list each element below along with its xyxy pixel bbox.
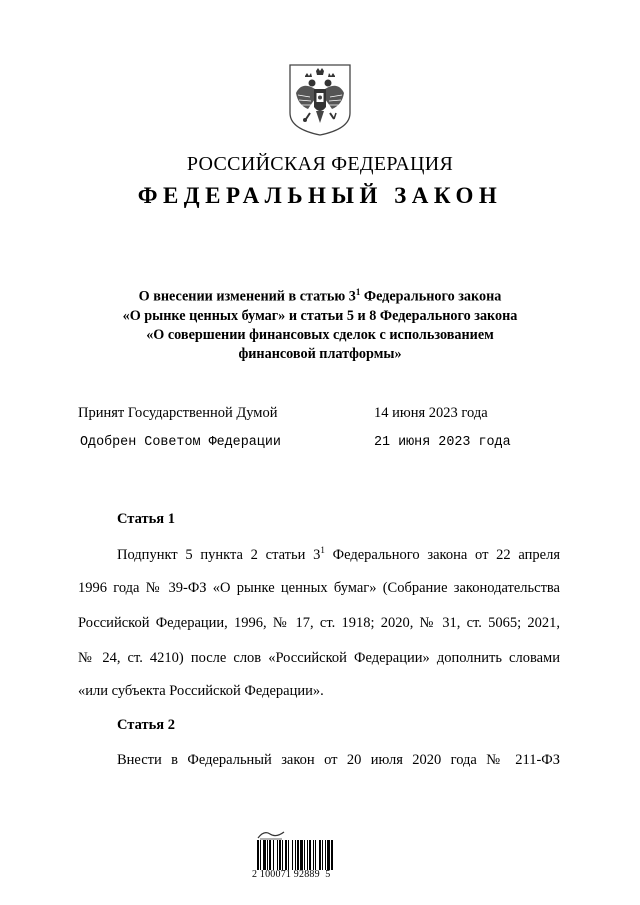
article-2-heading: Статья 2 xyxy=(117,717,175,733)
printer-logo-icon xyxy=(256,828,286,840)
article-1-line-3: Российской Федерации, 1996, № 17, ст. 1918; 2020, № 31, ст. 5065; 2021, xyxy=(78,615,560,631)
subject-line-2: «О рынке ценных бумаг» и статьи 5 и 8 Федерального закона xyxy=(122,307,518,324)
barcode-icon xyxy=(256,840,372,870)
article-1-line-4: № 24, ст. 4210) после слов «Российской Федерации» дополнить словами xyxy=(78,650,560,666)
federation-heading: РОССИЙСКАЯ ФЕДЕРАЦИЯ xyxy=(186,153,454,175)
law-subject xyxy=(80,283,560,364)
article-1-line-5: «или субъекта Российской Федерации». xyxy=(78,683,324,699)
approved-date: 21 июня 2023 года xyxy=(374,435,511,450)
russian-coat-of-arms-icon xyxy=(288,63,352,137)
subject-line-4: финансовой платформы» xyxy=(238,345,402,362)
adopted-label: Принят Государственной Думой xyxy=(78,405,278,421)
subject-line-1: О внесении изменений в статью $3^1$ Федерального закона xyxy=(138,287,502,305)
barcode-number: 2 100071 92889 5 xyxy=(252,869,331,880)
approved-label: Одобрен Советом Федерации xyxy=(80,435,281,450)
article-1-line-2: 1996 года № 39-ФЗ «О рынке ценных бумаг» (Собрание законодательства xyxy=(78,580,560,596)
adopted-date: 14 июня 2023 года xyxy=(374,405,488,421)
article-2-line-1: Внести в Федеральный закон от 20 июля 2020 года № 211-ФЗ xyxy=(117,752,560,768)
article-1-line-1: Подпункт 5 пункта 2 статьи $3^1$ Федерального закона от 22 апреля xyxy=(117,545,560,563)
subject-line-3: «О совершении финансовых сделок с использованием xyxy=(146,326,494,343)
article-1-heading: Статья 1 xyxy=(117,511,175,527)
law-title: ФЕДЕРАЛЬНЫЙ ЗАКОН xyxy=(137,183,503,208)
